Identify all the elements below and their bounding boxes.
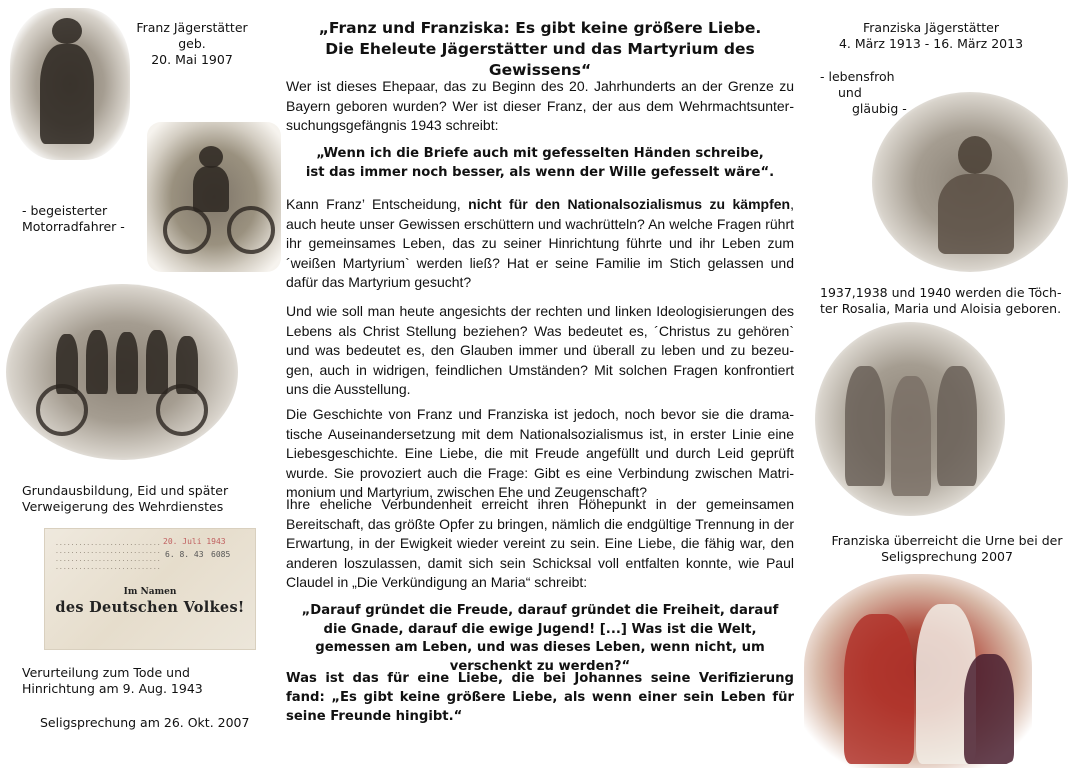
photo-urne-ceremony — [804, 574, 1032, 768]
quote-franz-line-2: ist das immer noch besser, als wenn der Wille gefesselt wäre“. — [305, 164, 775, 180]
doc-im-namen: Im Namen — [123, 587, 177, 597]
image-verdict-document: ........................... ........................... ........................... ........................... 20. Juli 1943 6. 8. 43 6085 Im Namen des Deutschen Volkes! — [44, 528, 256, 650]
caption-toechter — [820, 285, 1070, 317]
caption-seligsprechung: Seligsprechung am 26. Okt. 2007 — [40, 715, 250, 730]
lebensfroh-line-3: gläubig - — [852, 101, 907, 116]
quote-franz-line-1: „Wenn ich die Briefe auch mit gefesselten Händen schreibe, — [316, 146, 764, 161]
grundausbildung-line-2: Verweigerung des Wehrdienstes — [22, 499, 224, 514]
toechter-line-2: ter Rosalia, Maria und Aloisia geboren. — [820, 301, 1062, 316]
paragraph-2-bold: nicht für den Nationalsozialismus zu kämpfen — [468, 196, 791, 212]
motorradfahrer-line-1: - begeisterter — [22, 203, 108, 218]
franziska-name: Franziska Jägerstätter — [862, 20, 1000, 35]
verurteilung-line-2: Hinrichtung am 9. Aug. 1943 — [22, 681, 203, 696]
urne-line-1: Franziska überreicht die Urne bei der — [831, 533, 1063, 548]
paragraph-3: Und wie soll man heute angesichts der rechten und linken Ideologisierungen des Lebens als Christ Stellung beziehen? Was bedeutet es, ´Christus zu gehören` und was bedeutet es, den Glauben immer und überall zu leben und zu bezeu-gen, auch in widrigen, feindlichen Umständen? Mit solchen Fragen konfrontiert uns die Ausstellung. — [286, 303, 794, 397]
photo-family-daughters — [815, 322, 1005, 516]
caption-urne — [822, 533, 1072, 565]
paragraph-final: Was ist das für eine Liebe, die bei Johannes seine Verifizierung fand: „Es gibt keine größere Liebe, als wenn einer sein Leben für seine Freunde hingibt.“ — [286, 671, 794, 724]
page-title — [286, 18, 794, 81]
doc-stamp: 20. Juli 1943 — [163, 537, 226, 546]
photo-franziska-portrait — [872, 92, 1068, 272]
title-line-1: „Franz und Franziska: Es gibt keine größere Liebe. — [318, 19, 762, 37]
caption-franz — [136, 20, 248, 68]
quote-franz — [286, 145, 794, 182]
quote-claudel: „Darauf gründet die Freude, darauf gründet die Freiheit, darauf die Gnade, darauf die ewige Jugend! [...] Was ist die Welt, gemessen am Leben, und was dieses Leben, wenn nicht, um verschenkt zu werden?“ — [301, 603, 779, 674]
caption-verurteilung — [22, 665, 252, 697]
photo-franz-motorcycle — [147, 122, 281, 272]
lebensfroh-line-1: - lebensfroh — [820, 69, 895, 84]
franz-name: Franz Jägerstätter — [136, 20, 248, 35]
paragraph-2-rest: , auch heute unser Gewissen erschüttern und wachrütteln? An welche Fragen rührt ihr gemeinsames Leben, das zu seiner Hinrichtung führte und ihr Leben zum ´weißen Martyrium` werden ließ? Hat er seine Familie im Stich gelassen und dafür das Martyrium gesucht? — [286, 196, 794, 290]
photo-soldiers-motorcycle — [6, 284, 238, 460]
caption-franziska — [822, 20, 1040, 52]
paragraph-2 — [286, 195, 794, 293]
franziska-dates: 4. März 1913 - 16. März 2013 — [838, 36, 1024, 51]
photo-franz-portrait — [10, 8, 130, 160]
urne-line-2: Seligsprechung 2007 — [881, 549, 1013, 564]
lebensfroh-line-2: und — [838, 85, 862, 100]
franz-birthdate: 20. Mai 1907 — [151, 52, 233, 67]
grundausbildung-line-1: Grundausbildung, Eid und später — [22, 483, 229, 498]
paragraph-4: Die Geschichte von Franz und Franziska ist jedoch, noch bevor sie die drama-tische Auseinandersetzung mit dem Nationalsozialismus ist, in erster Linie eine Liebesgeschichte. Eine Liebe, die mit Freude angefüllt und durch Leid geprüft wurde. Sie provoziert auch die Frage: Gibt es eine Verbindung zwischen Matri-monium und Martyrium, zwischen Ehe und Zeugenschaft? — [286, 406, 794, 500]
doc-number: 6085 — [211, 550, 231, 559]
caption-motorradfahrer — [22, 203, 152, 235]
doc-volkes: des Deutschen Volkes! — [55, 599, 245, 616]
paragraph-2-start: Kann Franz’ Entscheidung, — [286, 196, 469, 212]
paragraph-1: Wer ist dieses Ehepaar, das zu Beginn des 20. Jahrhunderts an der Grenze zu Bayern geboren wurden? Wer ist dieser Franz, der aus dem Wehrmachtsunter-suchungsgefängnis 1943 schreibt: — [286, 78, 794, 133]
toechter-line-1: 1937,1938 und 1940 werden die Töch- — [820, 285, 1062, 300]
paragraph-5: Ihre eheliche Verbundenheit erreicht ihren Höhepunkt in der gemeinsamen Bereitschaft, das größte Opfer zu bringen, nämlich die endgültige Trennung in der Erwartung, in der Ewigkeit wieder vereint zu sein. Eine Liebe, die fähig war, den anderen loszulassen, damit sich sein Schicksal voll entfalten konnte, wie Paul Claudel in „Die Verkündigung an Maria“ schreibt: — [286, 496, 794, 590]
franz-geb: geb. — [178, 36, 206, 51]
motorradfahrer-line-2: Motorradfahrer - — [22, 219, 125, 234]
title-line-2: Die Eheleute Jägerstätter und das Martyrium des Gewissens“ — [325, 40, 755, 79]
caption-grundausbildung — [22, 483, 252, 515]
doc-date: 6. 8. 43 — [165, 550, 204, 559]
verurteilung-line-1: Verurteilung zum Tode und — [22, 665, 190, 680]
